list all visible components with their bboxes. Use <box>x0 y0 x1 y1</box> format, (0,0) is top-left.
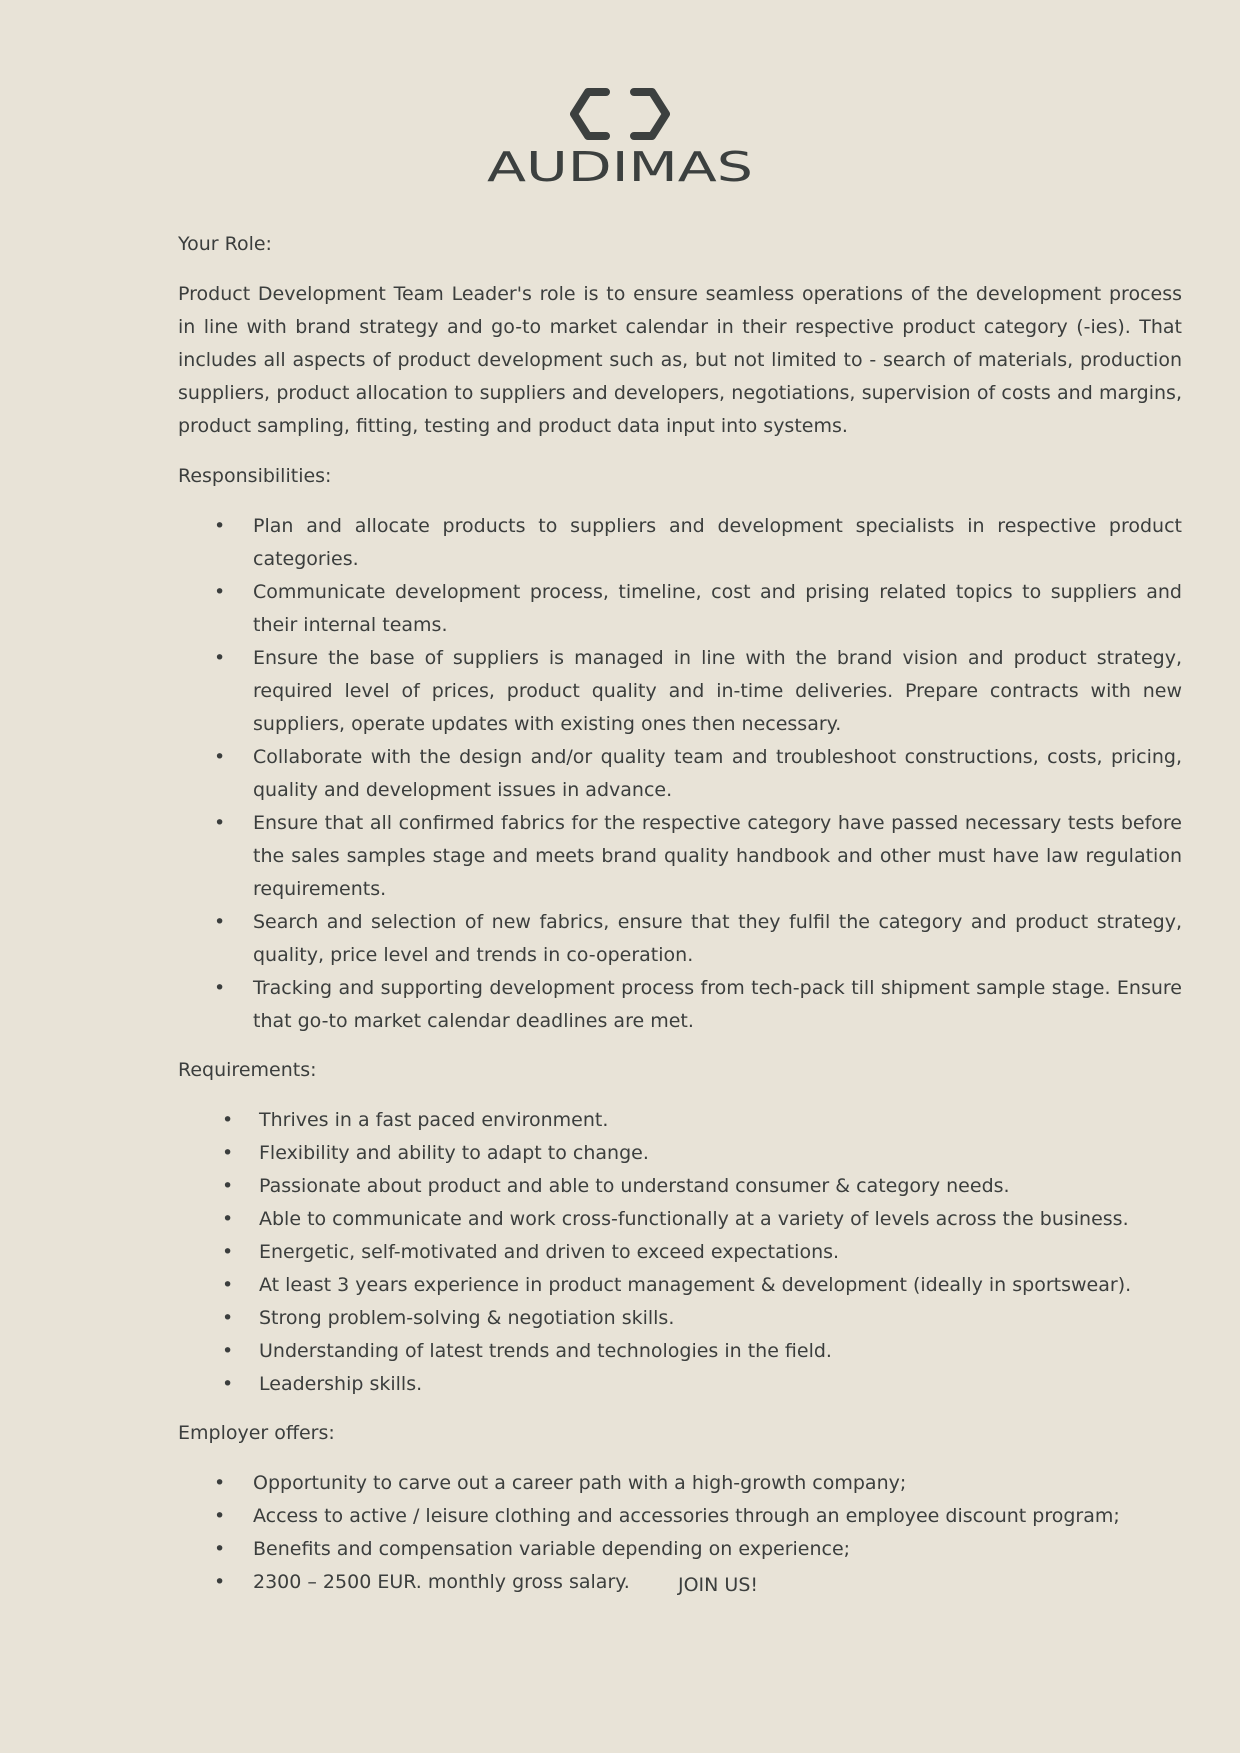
brand-wordmark <box>485 150 755 184</box>
list-item: • Tracking and supporting development process from tech-pack till shipment sample stage. Ensure that go-to market calendar deadlines are met. <box>178 972 1182 1038</box>
list-item: • Communicate development process, timeline, cost and prising related topics to suppliers and their internal teams. <box>178 576 1182 642</box>
company-logo <box>0 88 1240 184</box>
list-item: • At least 3 years experience in product management & development (ideally in sportswear). <box>178 1269 1182 1302</box>
list-item: • Understanding of latest trends and technologies in the field. <box>178 1335 1182 1368</box>
list-item: • Strong problem-solving & negotiation skills. <box>178 1302 1182 1335</box>
list-item: • Passionate about product and able to understand consumer & category needs. <box>178 1170 1182 1203</box>
list-item: • Ensure the base of suppliers is managed in line with the brand vision and product strategy, required level of prices, product quality and in-time deliveries. Prepare contracts with new suppliers, operate updates with existing ones then necessary. <box>178 642 1182 741</box>
list-item: • Plan and allocate products to suppliers and development specialists in respective product categories. <box>178 510 1182 576</box>
list-item: • 2300 – 2500 EUR. monthly gross salary. <box>178 1566 1182 1599</box>
responsibilities-list <box>178 510 1182 1038</box>
list-item: • Opportunity to carve out a career path with a high-growth company; <box>178 1467 1182 1500</box>
role-description: Product Development Team Leader's role is to ensure seamless operations of the development process in line with brand strategy and go-to market calendar in their respective product category (-ies). That includes all aspects of product development such as, but not limited to - search of materials, production suppliers, product allocation to suppliers and developers, negotiations, supervision of costs and margins, product sampling, fitting, testing and product data input into systems. <box>178 283 1182 437</box>
role-heading: Your Role: <box>178 233 272 255</box>
list-item: • Search and selection of new fabrics, ensure that they fulfil the category and product strategy, quality, price level and trends in co-operation. <box>178 906 1182 972</box>
brackets-logo-icon <box>570 88 670 140</box>
svg-text:AUDIMAS: AUDIMAS <box>487 150 753 184</box>
list-item: • Access to active / leisure clothing and accessories through an employee discount program; <box>178 1500 1182 1533</box>
list-item: • Able to communicate and work cross-functionally at a variety of levels across the business. <box>178 1203 1182 1236</box>
list-item: • Energetic, self-motivated and driven to exceed expectations. <box>178 1236 1182 1269</box>
list-item: • Collaborate with the design and/or quality team and troubleshoot constructions, costs, pricing, quality and development issues in advance. <box>178 741 1182 807</box>
list-item: • Leadership skills. <box>178 1368 1182 1401</box>
join-us-callout: JOIN US! <box>678 1574 758 1596</box>
list-item: • Thrives in a fast paced environment. <box>178 1104 1182 1137</box>
offers-heading: Employer offers: <box>178 1422 335 1444</box>
responsibilities-heading: Responsibilities: <box>178 465 332 487</box>
list-item: • Benefits and compensation variable depending on experience; <box>178 1533 1182 1566</box>
requirements-list <box>178 1104 1182 1401</box>
job-description <box>178 228 1182 1615</box>
list-item: • Flexibility and ability to adapt to change. <box>178 1137 1182 1170</box>
list-item: • Ensure that all confirmed fabrics for the respective category have passed necessary tests before the sales samples stage and meets brand quality handbook and other must have law regulation requirements. <box>178 807 1182 906</box>
requirements-heading: Requirements: <box>178 1059 317 1081</box>
